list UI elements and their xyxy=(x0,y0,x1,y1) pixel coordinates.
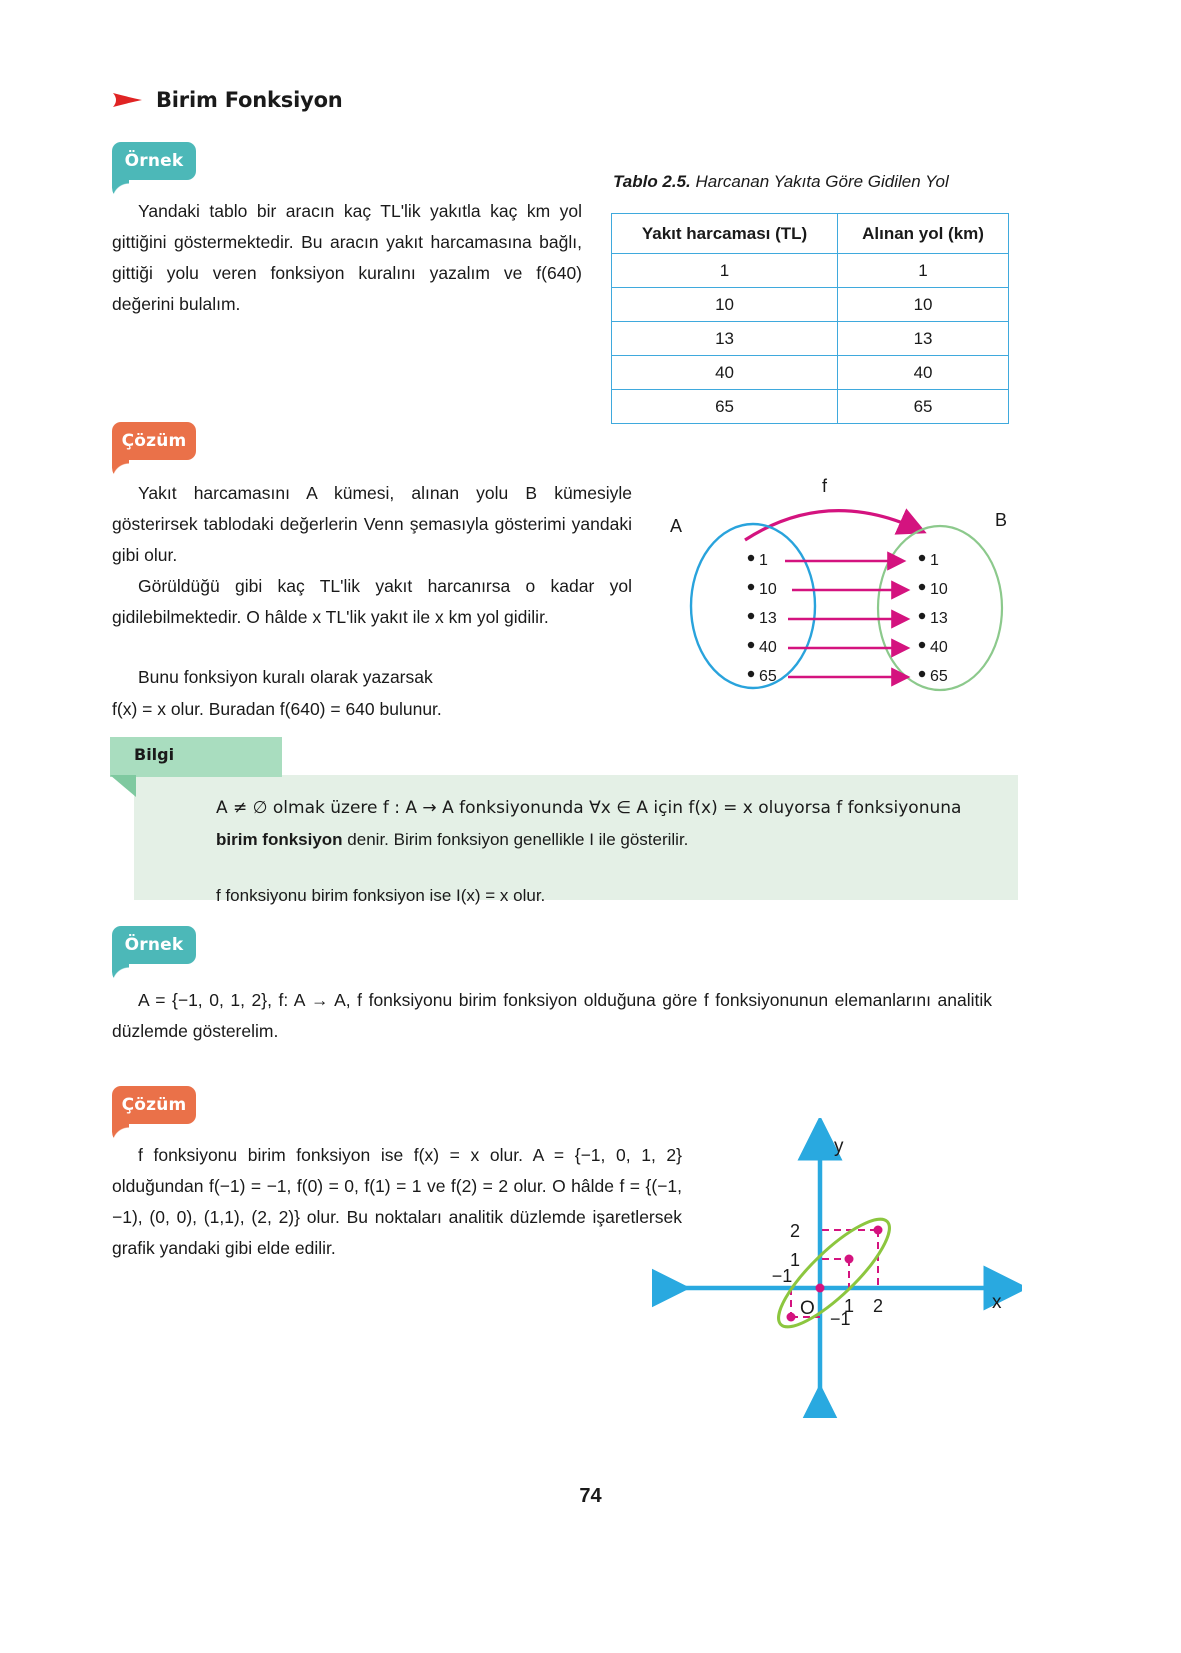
table-cell-fuel: 1 xyxy=(612,254,838,288)
data-point xyxy=(845,1255,854,1264)
table-row xyxy=(612,254,1009,288)
badge-cozum-1 xyxy=(112,422,196,460)
badge-label: Örnek xyxy=(124,151,184,171)
venn-diagram xyxy=(640,466,1030,696)
venn-b-element-2: 13 xyxy=(930,610,948,627)
example2-paragraph: A = {−1, 0, 1, 2}, f: A → A, f fonksiyonu birim fonksiyon olduğuna göre f fonksiyonunun elemanlarını analitik düzlemde gösterelim. xyxy=(112,990,992,1041)
example1-paragraph: Yandaki tablo bir aracın kaç TL'lik yakıtla kaç km yol gittiğini göstermektedir. Bu aracın yakıt harcamasına bağlı, gittiği yolu veren fonksiyon kuralını yazalım ve f(640) değerini bulalım. xyxy=(112,201,582,314)
table-cell-fuel: 40 xyxy=(612,356,838,390)
venn-ellipse-b xyxy=(878,526,1002,690)
venn-b-element-3: 40 xyxy=(930,639,948,656)
data-point xyxy=(874,1226,883,1235)
table-row xyxy=(612,322,1009,356)
bilgi-bold-term: birim fonksiyon xyxy=(216,830,343,849)
solution1-paragraph-1-wrap xyxy=(112,478,632,571)
table-caption xyxy=(613,172,949,192)
venn-dot-b xyxy=(919,584,925,590)
solution1-paragraph-4: f(x) = x olur. Buradan f(640) = 640 bulunur. xyxy=(112,699,442,719)
venn-dot-b xyxy=(919,613,925,619)
bilgi-line-1: A ≠ ∅ olmak üzere f : A → A fonksiyonunda ∀x ∈ A için f(x) = x oluyorsa f fonksiyonuna xyxy=(216,798,962,818)
venn-b-element-1: 10 xyxy=(930,581,948,598)
venn-dot-a xyxy=(748,555,754,561)
table-row xyxy=(612,288,1009,322)
venn-dot-b xyxy=(919,671,925,677)
bilgi-line-2 xyxy=(216,824,1006,855)
badge-ornek-2 xyxy=(112,926,196,964)
venn-a-element-3: 40 xyxy=(759,639,777,656)
table-cell-distance: 10 xyxy=(838,288,1009,322)
section-heading xyxy=(112,88,343,112)
table-caption-label: Tablo 2.5. xyxy=(613,172,691,191)
table-row xyxy=(612,356,1009,390)
badge-label: Çözüm xyxy=(121,431,187,451)
badge-ornek-1 xyxy=(112,142,196,180)
solution1-paragraph-2-wrap xyxy=(112,571,632,633)
solution1-paragraph-3: Bunu fonksiyon kuralı olarak yazarsak xyxy=(138,667,433,687)
venn-a-element-1: 10 xyxy=(759,581,777,598)
page-number: 74 xyxy=(579,1485,602,1507)
table-col-header-distance: Alınan yol (km) xyxy=(838,214,1009,254)
bilgi-line-2-rest: denir. Birim fonksiyon genellikle I ile gösterilir. xyxy=(342,830,689,849)
solution1-paragraph-1: Yakıt harcamasını A kümesi, alınan yolu B kümesiyle gösterirsek tablodaki değerlerin Venn şemasıyla gösterimi yandaki gibi olur. xyxy=(112,483,632,565)
badge-label: Örnek xyxy=(124,935,184,955)
fuel-distance-table xyxy=(611,213,1009,424)
venn-dot-b xyxy=(919,555,925,561)
bilgi-tab-label: Bilgi xyxy=(134,745,175,764)
solution1-paragraph-3-wrap xyxy=(112,662,632,693)
venn-dot-a xyxy=(748,584,754,590)
example1-text xyxy=(112,196,582,320)
table-cell-distance: 1 xyxy=(838,254,1009,288)
table-cell-distance: 13 xyxy=(838,322,1009,356)
arrow-right-icon xyxy=(112,90,144,110)
table-col-header-fuel: Yakıt harcaması (TL) xyxy=(612,214,838,254)
y-tick-minus1: −1 xyxy=(830,1309,851,1329)
solution2-paragraph: f fonksiyonu birim fonksiyon ise f(x) = x olur. A = {−1, 0, 1, 2} olduğundan f(−1) = −1, f(0) = 0, f(1) = 1 ve f(2) = 2 olur. O hâlde f = {(−1, −1), (0, 0), (1,1), (2, 2)} olur. Bu noktaları analitik düzlemde işaretlersek grafik yandaki gibi elde edilir. xyxy=(112,1145,682,1258)
table-cell-fuel: 10 xyxy=(612,288,838,322)
bilgi-tab-fold-icon xyxy=(110,775,136,797)
venn-f-arrow xyxy=(745,511,915,540)
venn-a-element-2: 13 xyxy=(759,610,777,627)
x-axis-label: x xyxy=(992,1292,1002,1313)
venn-set-a-label: A xyxy=(670,516,683,536)
table-row xyxy=(612,390,1009,424)
venn-dot-a xyxy=(748,642,754,648)
data-point xyxy=(787,1313,796,1322)
data-point xyxy=(816,1284,825,1293)
venn-a-element-4: 65 xyxy=(759,668,777,685)
solution2-text xyxy=(112,1140,682,1264)
badge-label: Çözüm xyxy=(121,1095,187,1115)
x-tick-2: 2 xyxy=(872,1296,884,1316)
identity-function-graph xyxy=(652,1118,1022,1418)
x-tick-minus1: −1 xyxy=(771,1266,793,1286)
y-axis-label: y xyxy=(834,1136,844,1157)
venn-ellipse-a xyxy=(691,524,815,688)
solution1-paragraph-2: Görüldüğü gibi kaç TL'lik yakıt harcanırsa o kadar yol gidilebilmektedir. O hâlde x TL'lik yakıt ile x km yol gidilir. xyxy=(112,576,632,627)
table-cell-fuel: 65 xyxy=(612,390,838,424)
venn-dot-b xyxy=(919,642,925,648)
y-tick-2: 2 xyxy=(789,1221,800,1241)
venn-b-element-0: 1 xyxy=(930,552,939,569)
venn-dot-a xyxy=(748,613,754,619)
origin-label: O xyxy=(800,1298,815,1319)
badge-cozum-2 xyxy=(112,1086,196,1124)
table-cell-fuel: 13 xyxy=(612,322,838,356)
venn-b-element-4: 65 xyxy=(930,668,948,685)
table-cell-distance: 40 xyxy=(838,356,1009,390)
venn-dot-a xyxy=(748,671,754,677)
venn-set-b-label: B xyxy=(995,510,1008,530)
y-tick-1: 1 xyxy=(789,1250,800,1270)
venn-a-element-0: 1 xyxy=(759,552,768,569)
x-tick-1: 1 xyxy=(843,1296,855,1316)
example2-text xyxy=(112,985,992,1047)
venn-function-label: f xyxy=(822,476,828,496)
section-title: Birim Fonksiyon xyxy=(156,88,343,112)
bilgi-line-3: f fonksiyonu birim fonksiyon ise I(x) = x olur. xyxy=(216,886,546,905)
table-cell-distance: 65 xyxy=(838,390,1009,424)
table-caption-text: Harcanan Yakıta Göre Gidilen Yol xyxy=(690,172,949,191)
table-header-row xyxy=(612,214,1009,254)
solution1-paragraph-4-wrap xyxy=(112,694,632,725)
